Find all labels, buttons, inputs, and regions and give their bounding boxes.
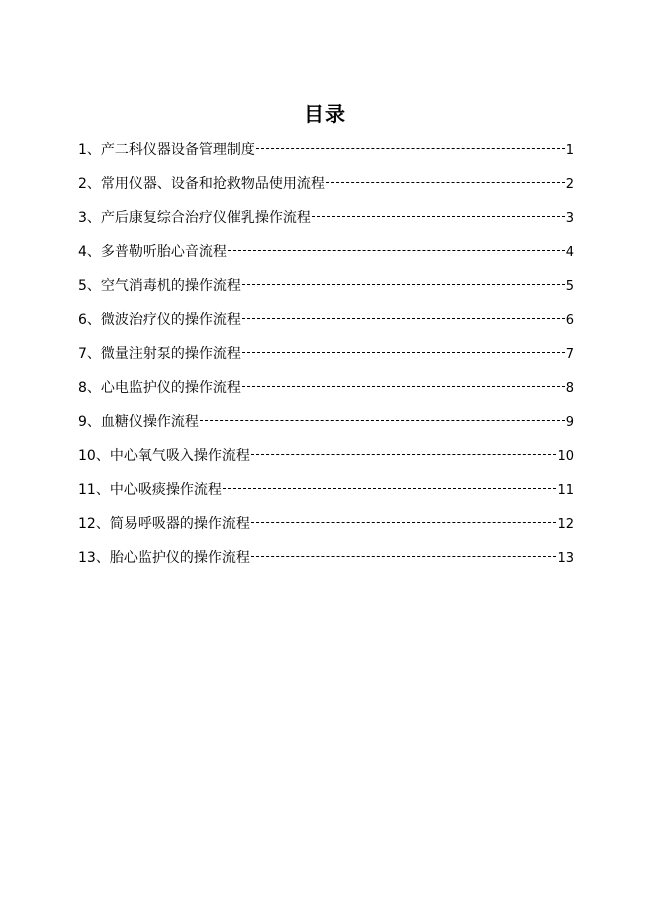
toc-entry [78, 174, 574, 208]
toc-entry [78, 344, 574, 378]
toc-entry-text: 7、微量注射泵的操作流程 [78, 346, 241, 362]
toc-entry [78, 276, 574, 310]
toc-entry-text: 4、多普勒听胎心音流程 [78, 244, 227, 260]
toc-entry-page: 1 [565, 143, 574, 158]
toc-entry-page: 12 [557, 517, 574, 532]
toc-entry [78, 480, 574, 514]
toc-leader [251, 522, 557, 523]
toc-entry-text: 11、中心吸痰操作流程 [78, 482, 222, 498]
toc-entry [78, 514, 574, 548]
toc-leader [223, 488, 557, 489]
toc-leader [256, 148, 565, 149]
toc-entry-text: 2、常用仪器、设备和抢救物品使用流程 [78, 176, 325, 192]
toc-leader [242, 352, 565, 353]
toc-entry [78, 378, 574, 412]
toc-entry-text: 12、简易呼吸器的操作流程 [78, 516, 250, 532]
toc-leader [251, 454, 557, 455]
toc-entry-text: 6、微波治疗仪的操作流程 [78, 312, 241, 328]
toc-entry-text: 8、心电监护仪的操作流程 [78, 380, 241, 396]
toc-entry-text: 3、产后康复综合治疗仪催乳操作流程 [78, 210, 311, 226]
toc-entry-page: 10 [557, 449, 574, 464]
toc-leader [228, 250, 565, 251]
toc-entry-page: 11 [557, 483, 574, 498]
toc-leader [200, 420, 565, 421]
toc-entry [78, 242, 574, 276]
toc-entry-page: 8 [565, 381, 574, 396]
toc-entry [78, 310, 574, 344]
toc-leader [242, 318, 565, 319]
toc-entry [78, 140, 574, 174]
toc-entry-page: 2 [565, 177, 574, 192]
toc-entry-page: 4 [565, 245, 574, 260]
toc-entry-text: 13、胎心监护仪的操作流程 [78, 550, 250, 566]
toc-leader [326, 182, 565, 183]
toc-entry-page: 9 [565, 415, 574, 430]
toc-entry-page: 7 [565, 347, 574, 362]
toc-entry [78, 548, 574, 582]
toc-list [78, 140, 574, 582]
toc-entry-text: 9、血糖仪操作流程 [78, 414, 199, 430]
toc-entry [78, 446, 574, 480]
toc-entry-page: 5 [565, 279, 574, 294]
toc-entry [78, 208, 574, 242]
toc-entry [78, 412, 574, 446]
toc-entry-text: 1、产二科仪器设备管理制度 [78, 142, 255, 158]
toc-leader [242, 284, 565, 285]
toc-entry-page: 3 [565, 211, 574, 226]
toc-entry-text: 5、空气消毒机的操作流程 [78, 278, 241, 294]
toc-leader [251, 556, 557, 557]
toc-leader [312, 216, 565, 217]
toc-entry-page: 6 [565, 313, 574, 328]
toc-leader [242, 386, 565, 387]
toc-entry-text: 10、中心氧气吸入操作流程 [78, 448, 250, 464]
toc-entry-page: 13 [557, 551, 574, 566]
toc-title: 目录 [304, 102, 346, 126]
